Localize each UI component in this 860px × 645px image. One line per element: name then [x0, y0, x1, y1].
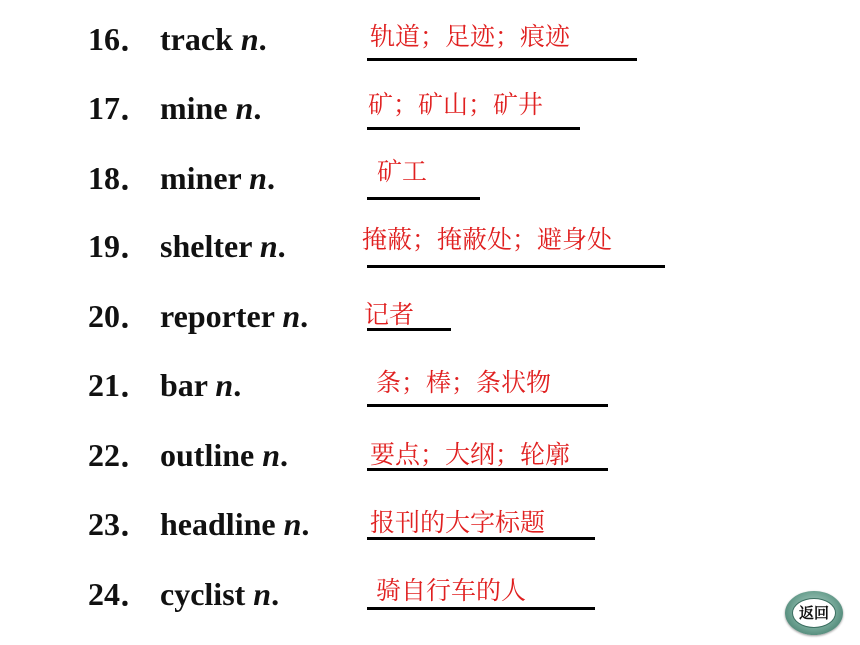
answer-text: 报刊的大字标题	[370, 508, 546, 537]
abbrev-dot: .	[300, 298, 309, 334]
word: miner	[160, 160, 242, 196]
vocab-item	[0, 499, 860, 549]
item-number: 17．	[88, 90, 153, 126]
vocab-item	[0, 83, 860, 133]
part-of-speech: n	[240, 21, 259, 57]
part-of-speech: n	[253, 576, 272, 612]
item-number: 19．	[88, 228, 153, 264]
vocab-term	[88, 83, 261, 133]
answer-text: 矿；矿山；矿井	[368, 90, 544, 119]
vocab-term	[88, 153, 275, 203]
item-number: 16．	[88, 21, 153, 57]
abbrev-dot: .	[233, 367, 242, 403]
part-of-speech: n	[262, 437, 281, 473]
answer-blank	[367, 197, 480, 200]
answer-text: 要点；大纲；轮廓	[370, 440, 571, 469]
abbrev-dot: .	[301, 506, 310, 542]
item-number: 21．	[88, 367, 153, 403]
return-button[interactable]	[785, 591, 843, 635]
answer-text: 条；棒；条状物	[376, 368, 552, 397]
answer-blank	[367, 265, 665, 268]
item-number: 22．	[88, 437, 153, 473]
vocab-item	[0, 221, 860, 271]
part-of-speech: n	[282, 298, 301, 334]
vocab-item	[0, 430, 860, 480]
vocab-item	[0, 14, 860, 64]
vocab-item	[0, 153, 860, 203]
word: cyclist	[160, 576, 246, 612]
answer-blank	[367, 127, 580, 130]
answer-text: 记者	[364, 300, 415, 329]
vocab-term	[88, 499, 309, 549]
part-of-speech: n	[235, 90, 254, 126]
vocab-term	[88, 221, 286, 271]
answer-text: 掩蔽；掩蔽处；避身处	[362, 225, 613, 254]
item-number: 23．	[88, 506, 153, 542]
word: mine	[160, 90, 228, 126]
vocab-term	[88, 569, 279, 619]
part-of-speech: n	[283, 506, 302, 542]
answer-blank	[367, 404, 608, 407]
vocab-term	[88, 360, 241, 410]
word: reporter	[160, 298, 275, 334]
vocab-item	[0, 291, 860, 341]
abbrev-dot: .	[277, 228, 286, 264]
answer-text: 矿工	[377, 157, 428, 186]
abbrev-dot: .	[280, 437, 289, 473]
item-number: 24．	[88, 576, 153, 612]
item-number: 20．	[88, 298, 153, 334]
return-button-label: 返回	[792, 598, 836, 628]
vocab-item	[0, 360, 860, 410]
part-of-speech: n	[215, 367, 234, 403]
word: headline	[160, 506, 276, 542]
abbrev-dot: .	[271, 576, 280, 612]
word: track	[160, 21, 233, 57]
answer-blank	[367, 58, 637, 61]
abbrev-dot: .	[253, 90, 262, 126]
vocab-term	[88, 14, 267, 64]
answer-text: 轨道；足迹；痕迹	[370, 22, 571, 51]
answer-text: 骑自行车的人	[376, 576, 527, 605]
word: bar	[160, 367, 208, 403]
item-number: 18．	[88, 160, 153, 196]
part-of-speech: n	[259, 228, 278, 264]
vocab-term	[88, 430, 288, 480]
word: outline	[160, 437, 255, 473]
abbrev-dot: .	[266, 160, 275, 196]
part-of-speech: n	[249, 160, 267, 196]
vocab-item	[0, 569, 860, 619]
abbrev-dot: .	[258, 21, 267, 57]
vocab-term	[88, 291, 308, 341]
word: shelter	[160, 228, 252, 264]
